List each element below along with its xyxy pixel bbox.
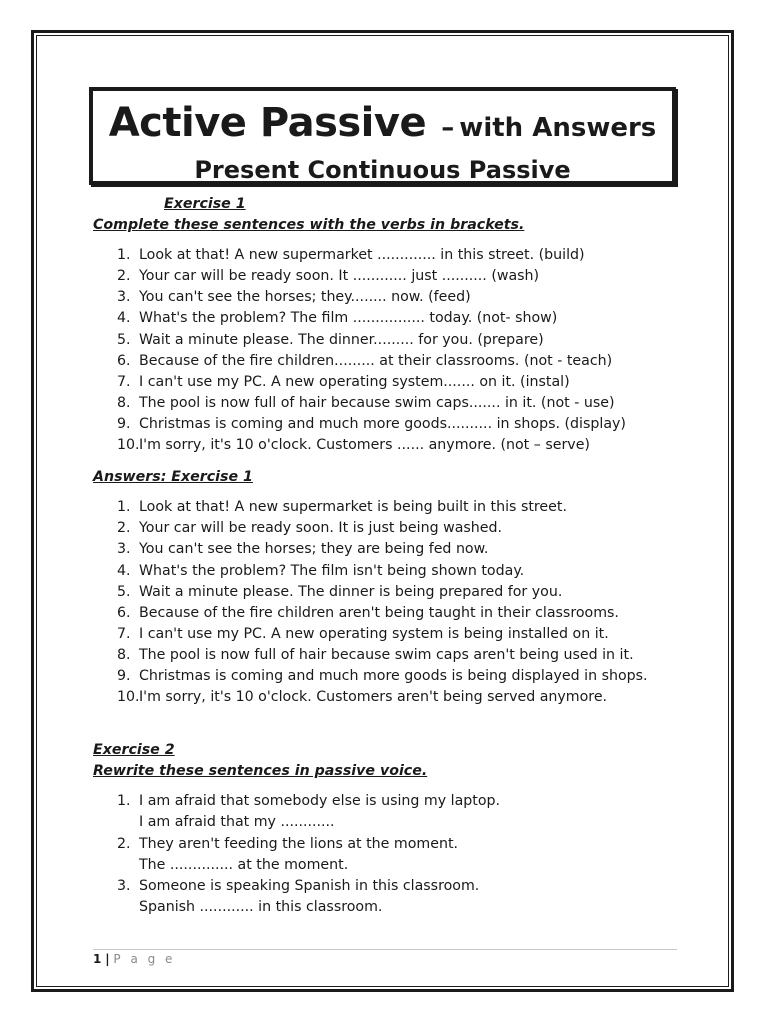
list-item: 1. I am afraid that somebody else is using my laptop. I am afraid that my ............ — [117, 793, 501, 831]
exercise1-instruction: Complete these sentences with the verbs in brackets. — [93, 217, 525, 234]
list-item: 10. I'm sorry, it's 10 o'clock. Customers ...... anymore. (not – serve) — [117, 437, 590, 454]
list-item: 8. The pool is now full of hair because swim caps aren't being used in it. — [117, 646, 634, 663]
list-item: 5. Wait a minute please. The dinner is being prepared for you. — [117, 583, 563, 600]
list-item: 2. They aren't feeding the lions at the moment. The .............. at the moment. — [117, 835, 459, 873]
list-item: 1. Look at that! A new supermarket ............. in this street. (build) — [117, 247, 585, 264]
title-separator: – — [441, 113, 455, 143]
page-number: 1 — [93, 952, 102, 966]
list-item: 6. Because of the fire children aren't being taught in their classrooms. — [117, 604, 619, 621]
page-label: P a g e — [113, 952, 176, 966]
footer-separator: | — [105, 952, 110, 966]
list-item: 10. I'm sorry, it's 10 o'clock. Customers aren't being served anymore. — [117, 689, 608, 706]
rewrite-prompt: The .............. at the moment. — [139, 856, 349, 873]
worksheet-content — [93, 194, 693, 918]
rewrite-prompt: Spanish ............ in this classroom. — [139, 898, 383, 915]
list-item: 2. Your car will be ready soon. It is just being washed. — [117, 520, 503, 537]
list-item: 9. Christmas is coming and much more goods.......... in shops. (display) — [117, 415, 626, 432]
list-item: 8. The pool is now full of hair because swim caps....... in it. (not - use) — [117, 394, 615, 411]
answers1-list — [93, 497, 693, 708]
list-item: 7. I can't use my PC. A new operating system is being installed on it. — [117, 625, 609, 642]
list-item: 1. Look at that! A new supermarket is being built in this street. — [117, 499, 567, 516]
title-box — [89, 87, 676, 185]
list-item: 4. What's the problem? The film ................ today. (not- show) — [117, 310, 558, 327]
answers1-label: Answers: Exercise 1 — [93, 469, 253, 486]
exercise2-list — [93, 791, 693, 918]
page-subtitle: Present Continuous Passive — [194, 156, 571, 184]
exercise2-instruction: Rewrite these sentences in passive voice. — [93, 763, 428, 780]
rewrite-prompt: I am afraid that my ............ — [139, 814, 335, 831]
exercise1-list — [93, 245, 693, 456]
list-item: 4. What's the problem? The film isn't being shown today. — [117, 562, 525, 579]
list-item: 3. You can't see the horses; they are being fed now. — [117, 541, 489, 558]
list-item: 5. Wait a minute please. The dinner......... for you. (prepare) — [117, 331, 544, 348]
page-title: Active Passive — [108, 100, 427, 146]
list-item: 6. Because of the fire children......... at their classrooms. (not - teach) — [117, 352, 613, 369]
list-item: 7. I can't use my PC. A new operating system....... on it. (instal) — [117, 373, 570, 390]
list-item: 9. Christmas is coming and much more goods is being displayed in shops. — [117, 667, 648, 684]
title-suffix: with Answers — [459, 113, 657, 143]
exercise1-label: Exercise 1 — [164, 196, 246, 212]
exercise2-label: Exercise 2 — [93, 742, 175, 759]
list-item: 3. Someone is speaking Spanish in this classroom. Spanish ............ in this classroom. — [117, 877, 480, 915]
list-item: 2. Your car will be ready soon. It ............ just .......... (wash) — [117, 268, 540, 285]
page-footer — [93, 951, 175, 967]
footer-divider — [93, 949, 677, 950]
sentence: I am afraid that somebody else is using my laptop. — [139, 793, 501, 810]
title-line — [93, 101, 672, 153]
sentence: They aren't feeding the lions at the moment. — [139, 835, 459, 852]
sentence: Someone is speaking Spanish in this classroom. — [139, 877, 480, 894]
list-item: 3. You can't see the horses; they........ now. (feed) — [117, 289, 471, 306]
